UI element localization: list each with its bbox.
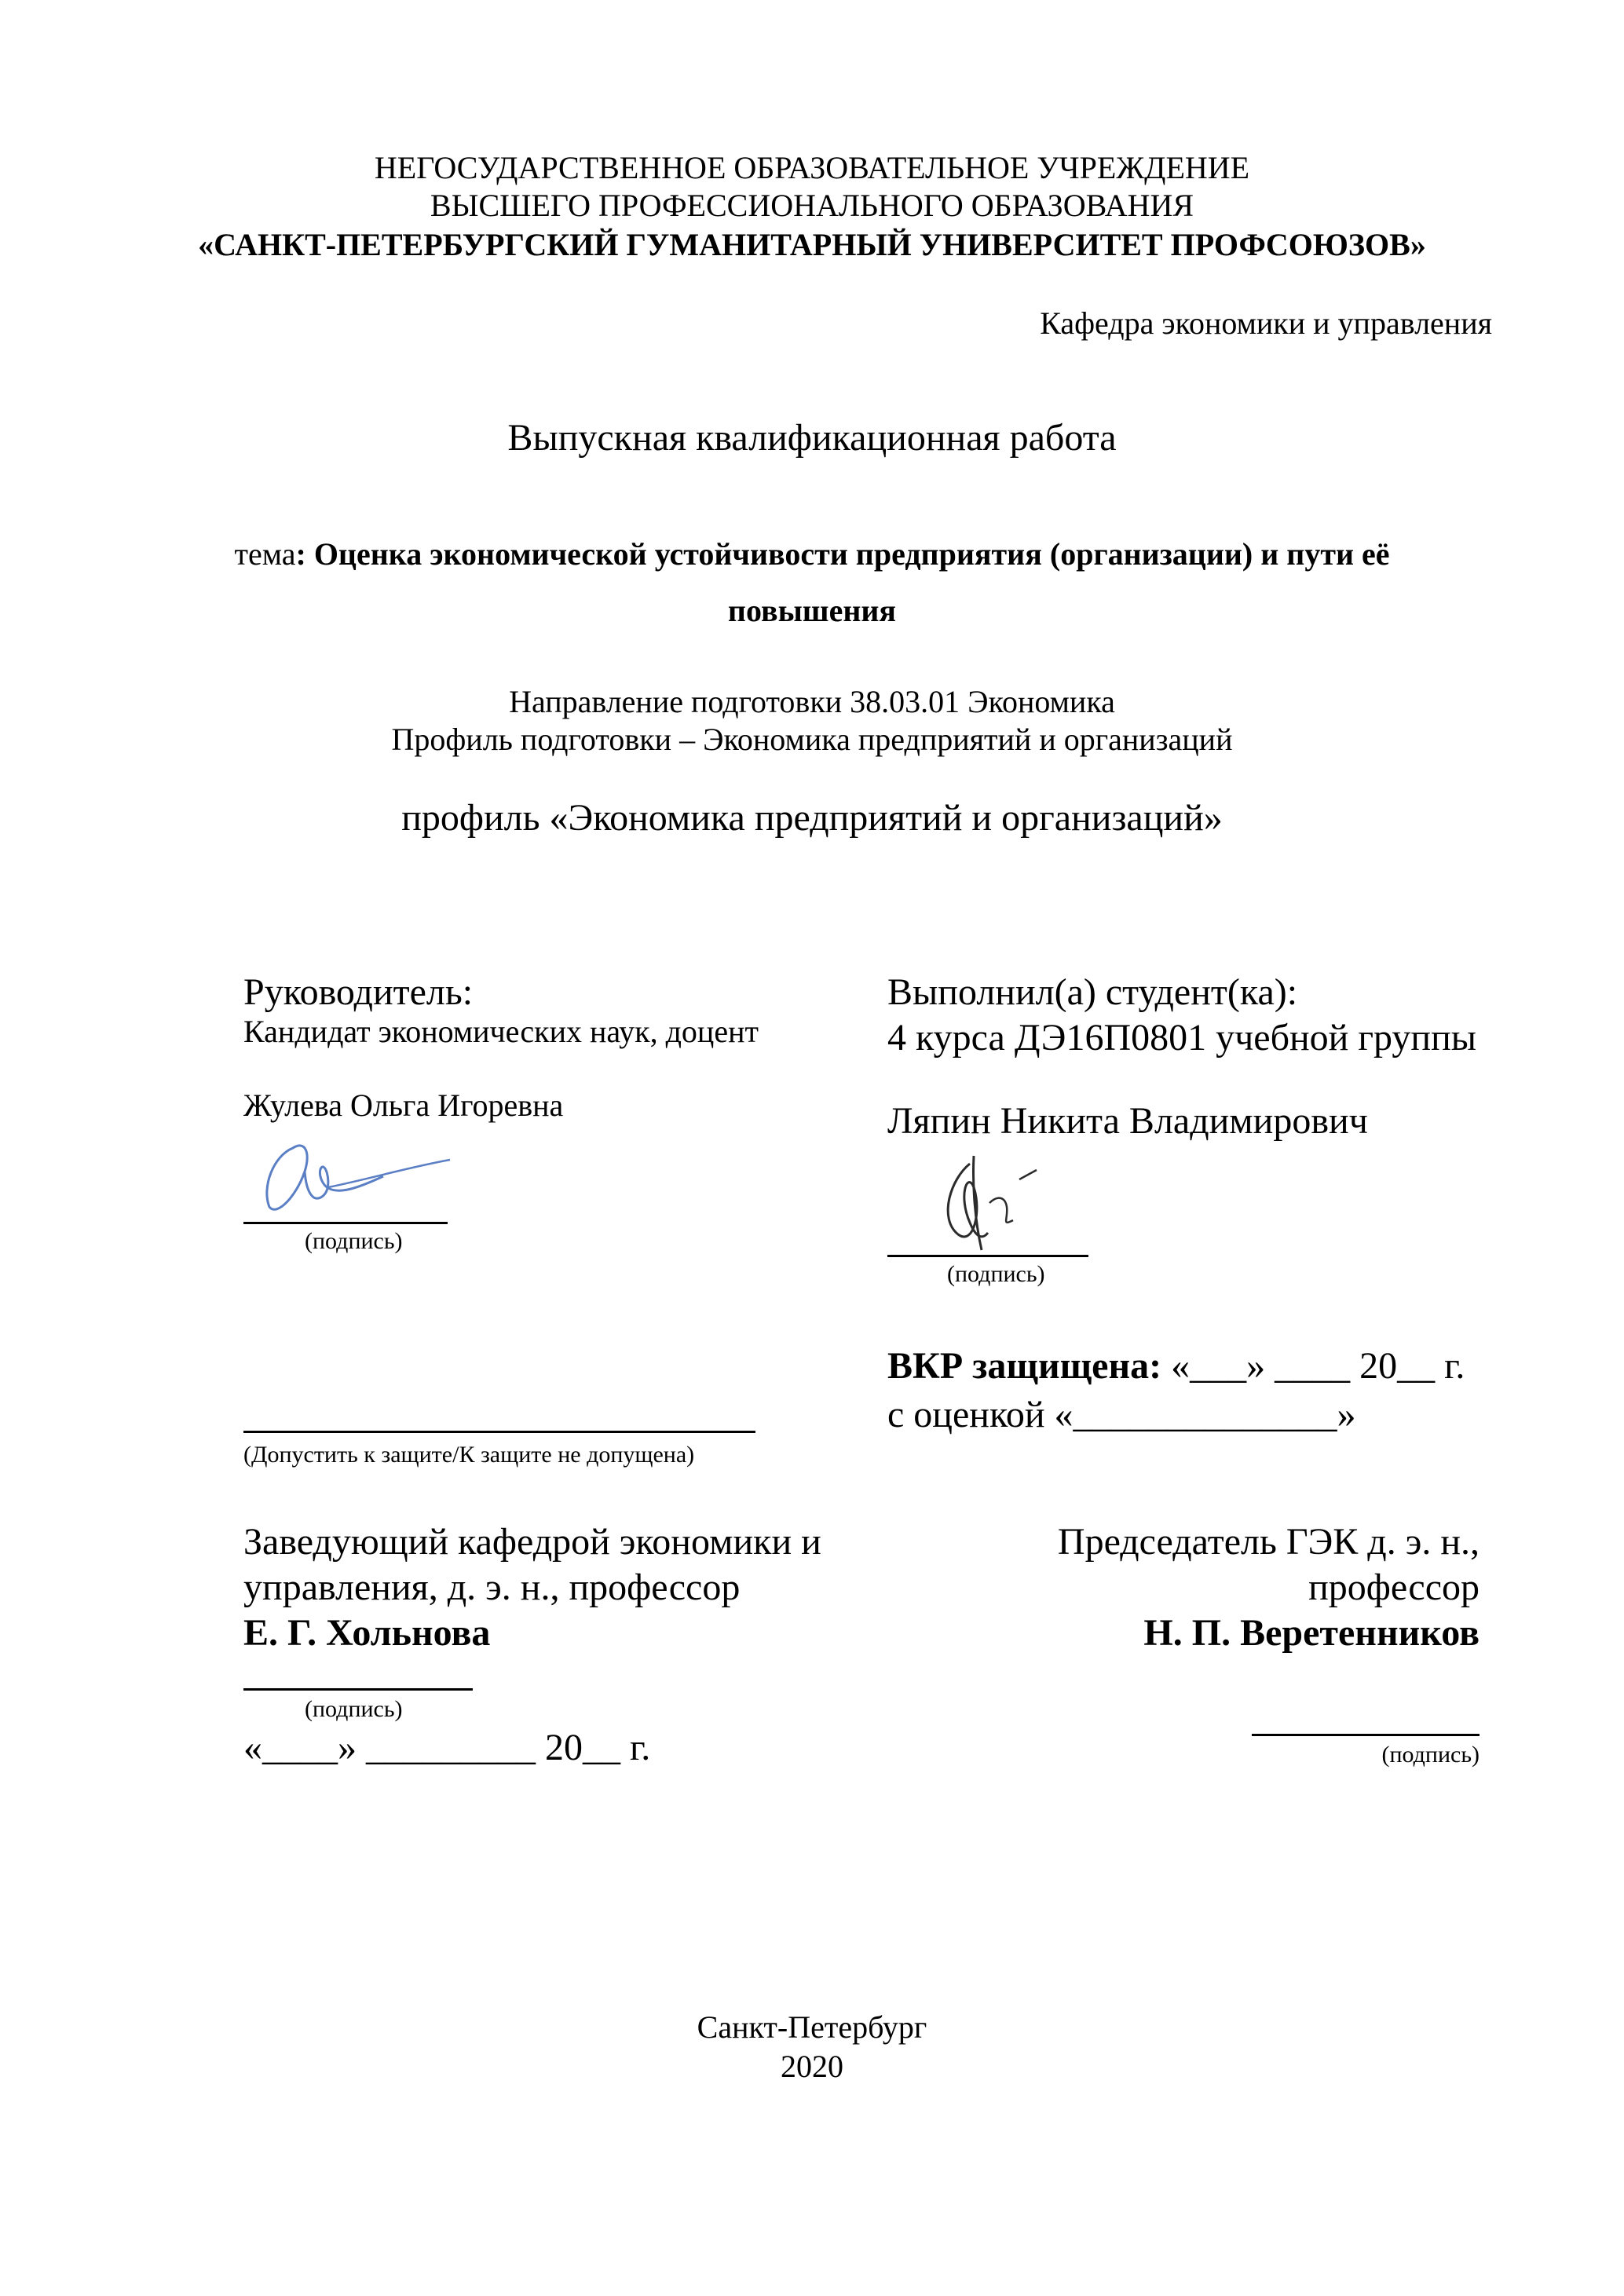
profile-line: Профиль подготовки – Экономика предприятий и организаций xyxy=(391,722,1233,757)
student-name: Ляпин Никита Владимирович xyxy=(887,1100,1368,1142)
supervisor-signature-caption: (подпись) xyxy=(305,1228,403,1254)
city: Санкт-Петербург xyxy=(697,2009,927,2045)
student-group: 4 курса ДЭ16П0801 учебной группы xyxy=(887,1017,1477,1058)
chairman-signature-caption: (подпись) xyxy=(1381,1742,1480,1768)
head-date: «____» _________ 20__ г. xyxy=(243,1727,651,1768)
head-title-1: Заведующий кафедрой экономики и xyxy=(243,1521,821,1563)
chairman-signature-line xyxy=(1252,1734,1480,1736)
defense-grade: с оценкой «______________» xyxy=(887,1394,1356,1435)
supervisor-signature-line xyxy=(243,1222,448,1224)
chairman-title-1: Председатель ГЭК д. э. н., xyxy=(1057,1521,1480,1563)
institution-type: НЕГОСУДАРСТВЕННОЕ ОБРАЗОВАТЕЛЬНОЕ УЧРЕЖДЕНИЕ xyxy=(374,150,1250,185)
supervisor-label: Руководитель: xyxy=(243,971,474,1013)
admission-signature-line xyxy=(243,1431,755,1433)
supervisor-signature xyxy=(250,1124,462,1219)
topic-line-1 xyxy=(0,537,1624,572)
defense-result xyxy=(887,1344,1465,1388)
defense-label: ВКР защищена: xyxy=(887,1345,1162,1387)
topic-title-2: повышения xyxy=(727,593,897,628)
admission-caption: (Допустить к защите/К защите не допущена) xyxy=(243,1442,695,1468)
head-signature-caption: (подпись) xyxy=(305,1696,403,1722)
defense-date: «___» ____ 20__ г. xyxy=(1161,1345,1465,1387)
supervisor-name: Жулева Ольга Игоревна xyxy=(243,1088,564,1123)
topic-prefix: тема xyxy=(234,536,296,572)
student-signature-caption: (подпись) xyxy=(947,1261,1045,1287)
chairman-name: Н. П. Веретенников xyxy=(1143,1612,1480,1654)
university-name: «САНКТ-ПЕТЕРБУРГСКИЙ ГУМАНИТАРНЫЙ УНИВЕРСИТЕТ ПРОФСОЮЗОВ» xyxy=(198,227,1426,262)
profile: профиль «Экономика предприятий и организаций» xyxy=(401,797,1223,839)
direction: Направление подготовки 38.03.01 Экономика xyxy=(509,684,1115,719)
head-signature-line xyxy=(243,1688,473,1691)
head-name: Е. Г. Хольнова xyxy=(243,1612,491,1654)
department: Кафедра экономики и управления xyxy=(1040,305,1492,341)
student-signature-line xyxy=(887,1255,1088,1257)
student-label: Выполнил(а) студент(ка): xyxy=(887,971,1298,1013)
work-type: Выпускная квалификационная работа xyxy=(507,417,1117,459)
head-title-2: управления, д. э. н., профессор xyxy=(243,1567,741,1608)
supervisor-degree: Кандидат экономических наук, доцент xyxy=(243,1014,759,1049)
year: 2020 xyxy=(781,2049,843,2084)
institution-level: ВЫСШЕГО ПРОФЕССИОНАЛЬНОГО ОБРАЗОВАНИЯ xyxy=(430,188,1194,223)
topic-title-1: : Оценка экономической устойчивости предприятия (организации) и пути её xyxy=(295,536,1390,572)
student-signature xyxy=(927,1148,1068,1258)
chairman-title-2: профессор xyxy=(1308,1567,1480,1608)
